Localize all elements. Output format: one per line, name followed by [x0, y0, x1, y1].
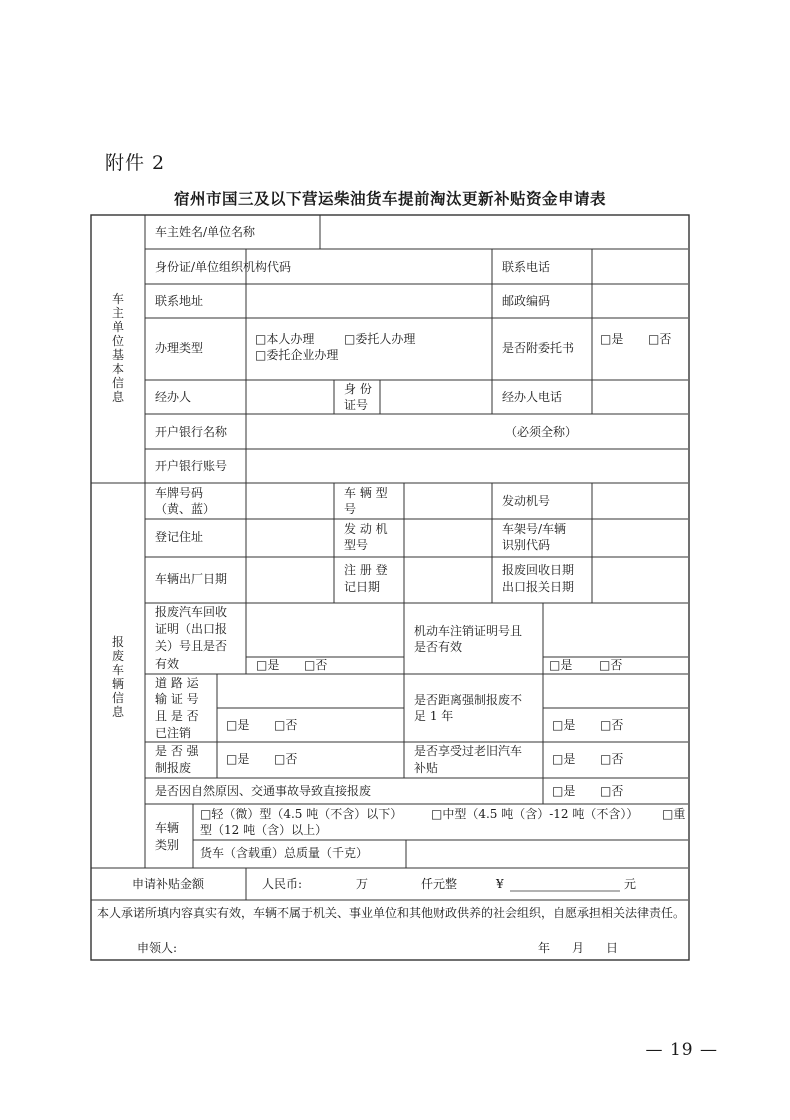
month-label: 月 [572, 941, 585, 955]
category-heavy-label: 型（12 吨（含）以上） [200, 823, 328, 837]
agent-id-label-2: 证号 [344, 398, 369, 412]
scrap-date-label: 报废回收日期 [502, 563, 575, 577]
vehicle-category-label-2: 类别 [155, 838, 180, 852]
agent-label: 经办人 [155, 390, 192, 404]
type-entrusted-checkbox[interactable]: □委托人办理 [344, 332, 416, 346]
bank-account-label: 开户银行账号 [155, 459, 228, 473]
vehicle-category-label: 车辆 [155, 821, 180, 835]
form-title: 宿州市国三及以下营运柴油货车提前淘汰更新补贴资金申请表 [173, 189, 606, 208]
vehicle-model-label-2: 号 [344, 502, 357, 516]
attach-letter-yes-checkbox[interactable]: □是 [600, 332, 624, 346]
forced-yes-checkbox[interactable]: □是 [226, 752, 250, 766]
yen-sign: ¥ [496, 877, 504, 891]
engine-model-label: 发 动 机 [344, 522, 388, 536]
reg-date-label-2: 记日期 [344, 580, 381, 594]
scrap-cert-label: 报废汽车回收 [155, 605, 228, 619]
year-label: 年 [538, 941, 551, 955]
owner-section-label: 车主单位基本信息 [111, 292, 124, 404]
category-heavy-checkbox[interactable]: □重 [662, 807, 686, 821]
phone-label: 联系电话 [502, 260, 551, 274]
distance-label: 是否距离强制报废不 [414, 693, 523, 707]
page-number: — 19 — [645, 1040, 718, 1060]
declaration-text: 本人承诺所填内容真实有效，车辆不属于机关、事业单位和其他财政供养的社会组织，自愿承担相关法律责任。 [97, 906, 686, 920]
engine-no-label: 发动机号 [502, 494, 551, 508]
bank-name-label: 开户银行名称 [155, 425, 228, 439]
postcode-label: 邮政编码 [502, 294, 551, 308]
transport-label-4: 已注销 [155, 726, 192, 740]
scrap-date-label-2: 出口报关日期 [502, 580, 575, 594]
address-label: 联系地址 [155, 294, 204, 308]
scrap-cert-no-checkbox[interactable]: □否 [304, 658, 328, 672]
scrap-cert-label-2: 证明（出口报 [155, 622, 228, 636]
attach-letter-label: 是否附委托书 [502, 341, 575, 355]
qianyuan-unit: 仟元整 [421, 877, 458, 891]
scrap-cert-yes-checkbox[interactable]: □是 [256, 658, 280, 672]
vehicle-model-label: 车 辆 型 [344, 486, 388, 500]
dereg-label-2: 是否有效 [414, 640, 463, 654]
vin-label-2: 识别代码 [502, 538, 551, 552]
id-label: 身份证/单位组织机构代码 [155, 260, 292, 274]
vehicle-section-label: 报废车辆信息 [111, 635, 124, 719]
category-light-checkbox[interactable]: □轻（微）型（4.5 吨（不含）以下） [200, 807, 403, 821]
natural-cause-label: 是否因自然原因、交通事故导致直接报废 [155, 784, 372, 798]
transport-no-checkbox[interactable]: □否 [274, 718, 298, 732]
distance-label-2: 足 1 年 [414, 709, 454, 723]
type-company-checkbox[interactable]: □委托企业办理 [255, 348, 339, 362]
forced-no-checkbox[interactable]: □否 [274, 752, 298, 766]
dereg-yes-checkbox[interactable]: □是 [549, 658, 573, 672]
old-subsidy-label-2: 补贴 [414, 761, 439, 775]
old-subsidy-no-checkbox[interactable]: □否 [600, 752, 624, 766]
dereg-no-checkbox[interactable]: □否 [599, 658, 623, 672]
dereg-label: 机动车注销证明号且 [414, 624, 523, 638]
reg-date-label: 注 册 登 [344, 563, 388, 577]
transport-label: 道 路 运 [155, 676, 199, 690]
forced-scrap-label-2: 制报废 [155, 761, 192, 775]
transport-label-2: 输 证 号 [155, 692, 199, 706]
handling-type-label: 办理类型 [155, 341, 204, 355]
subsidy-amount-label: 申请补贴金额 [132, 877, 205, 891]
agent-phone-label: 经办人电话 [502, 390, 563, 404]
mfg-date-label: 车辆出厂日期 [155, 572, 228, 586]
forced-scrap-label: 是 否 强 [155, 744, 199, 758]
yuan-unit: 元 [624, 877, 637, 891]
total-mass-label: 货车（含载重）总质量（千克） [200, 846, 369, 860]
reg-address-label: 登记住址 [155, 530, 204, 544]
applicant-label: 申领人: [137, 941, 178, 955]
scrap-cert-label-4: 有效 [155, 657, 180, 671]
bank-name-note: （必须全称） [505, 425, 578, 439]
category-medium-checkbox[interactable]: □中型（4.5 吨（含）-12 吨（不含）） [431, 807, 639, 821]
transport-yes-checkbox[interactable]: □是 [226, 718, 250, 732]
plate-label: 车牌号码 [155, 486, 204, 500]
old-subsidy-label: 是否享受过老旧汽车 [414, 744, 523, 758]
vin-label: 车架号/车辆 [502, 522, 567, 536]
wan-unit: 万 [356, 877, 369, 891]
attach-letter-no-checkbox[interactable]: □否 [648, 332, 672, 346]
natural-cause-yes-checkbox[interactable]: □是 [552, 784, 576, 798]
owner-name-label: 车主姓名/单位名称 [155, 225, 256, 239]
natural-cause-no-checkbox[interactable]: □否 [600, 784, 624, 798]
day-label: 日 [606, 941, 619, 955]
distance-yes-checkbox[interactable]: □是 [552, 718, 576, 732]
type-self-checkbox[interactable]: □本人办理 [255, 332, 315, 346]
transport-label-3: 且 是 否 [155, 709, 199, 723]
attachment-label: 附件 2 [105, 152, 166, 174]
old-subsidy-yes-checkbox[interactable]: □是 [552, 752, 576, 766]
engine-model-label-2: 型号 [344, 538, 369, 552]
rmb-label: 人民币: [262, 877, 303, 891]
scrap-cert-label-3: 关）号且是否 [155, 639, 228, 653]
distance-no-checkbox[interactable]: □否 [600, 718, 624, 732]
plate-label-2: （黄、蓝） [155, 502, 216, 516]
agent-id-label: 身 份 [344, 382, 372, 396]
